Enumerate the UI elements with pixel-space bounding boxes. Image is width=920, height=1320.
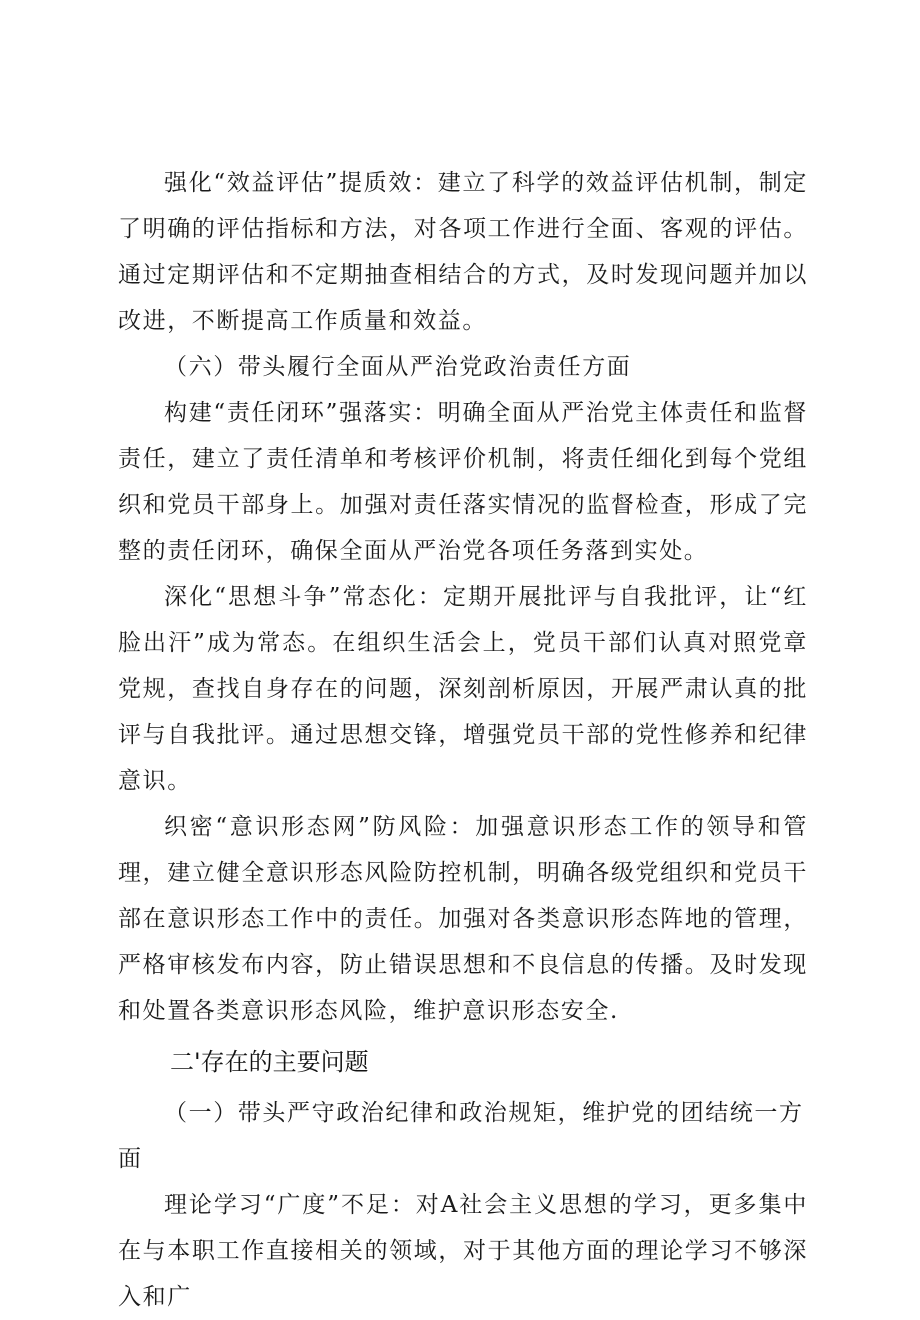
section-title-main-problems: 二'存在的主要问题 [170, 1048, 369, 1076]
paragraph-responsibility-loop: 构建“责任闭环”强落实：明确全面从严治党主体责任和监督责任，建立了责任清单和考核评价机制，将责任细化到每个党组织和党员干部身上。加强对责任落实情况的监督检查，形成了完整的责任闭环，确保全面从严治党各项任务落到实处。 [118, 400, 808, 564]
document-body [118, 160, 808, 1320]
paragraph-benefit-evaluation: 强化“效益评估”提质效：建立了科学的效益评估机制，制定了明确的评估指标和方法，对各项工作进行全面、客观的评估。通过定期评估和不定期抽查相结合的方式，及时发现问题并加以改进，不断提高工作质量和效益。 [118, 170, 808, 334]
paragraph-ideological-struggle: 深化“思想斗争”常态化：定期开展批评与自我批评，让“红脸出汗”成为常态。在组织生活会上，党员干部们认真对照党章党规，查找自身存在的问题，深刻剖析原因，开展严肃认真的批评与自我批评。通过思想交锋，增强党员干部的党性修养和纪律意识。 [118, 584, 808, 794]
subheading-responsibility: （六）带头履行全面从严治党政治责任方面 [164, 354, 632, 380]
paragraph-ideology-network: 织密“意识形态网”防风险：加强意识形态工作的领导和管理，建立健全意识形态风险防控机制，明确各级党组织和党员干部在意识形态工作中的责任。加强对各类意识形态阵地的管理，严格审核发布内容，防止错误思想和不良信息的传播。及时发现和处置各类意识形态风险，维护意识形态安全. [118, 814, 808, 1024]
subheading-political-discipline: （一）带头严守政治纪律和政治规矩，维护党的团结统一方面 [118, 1100, 804, 1172]
paragraph-theory-study: 理论学习“广度”不足：对A社会主义思想的学习，更多集中在与本职工作直接相关的领域，对于其他方面的理论学习不够深入和广 [118, 1192, 808, 1310]
